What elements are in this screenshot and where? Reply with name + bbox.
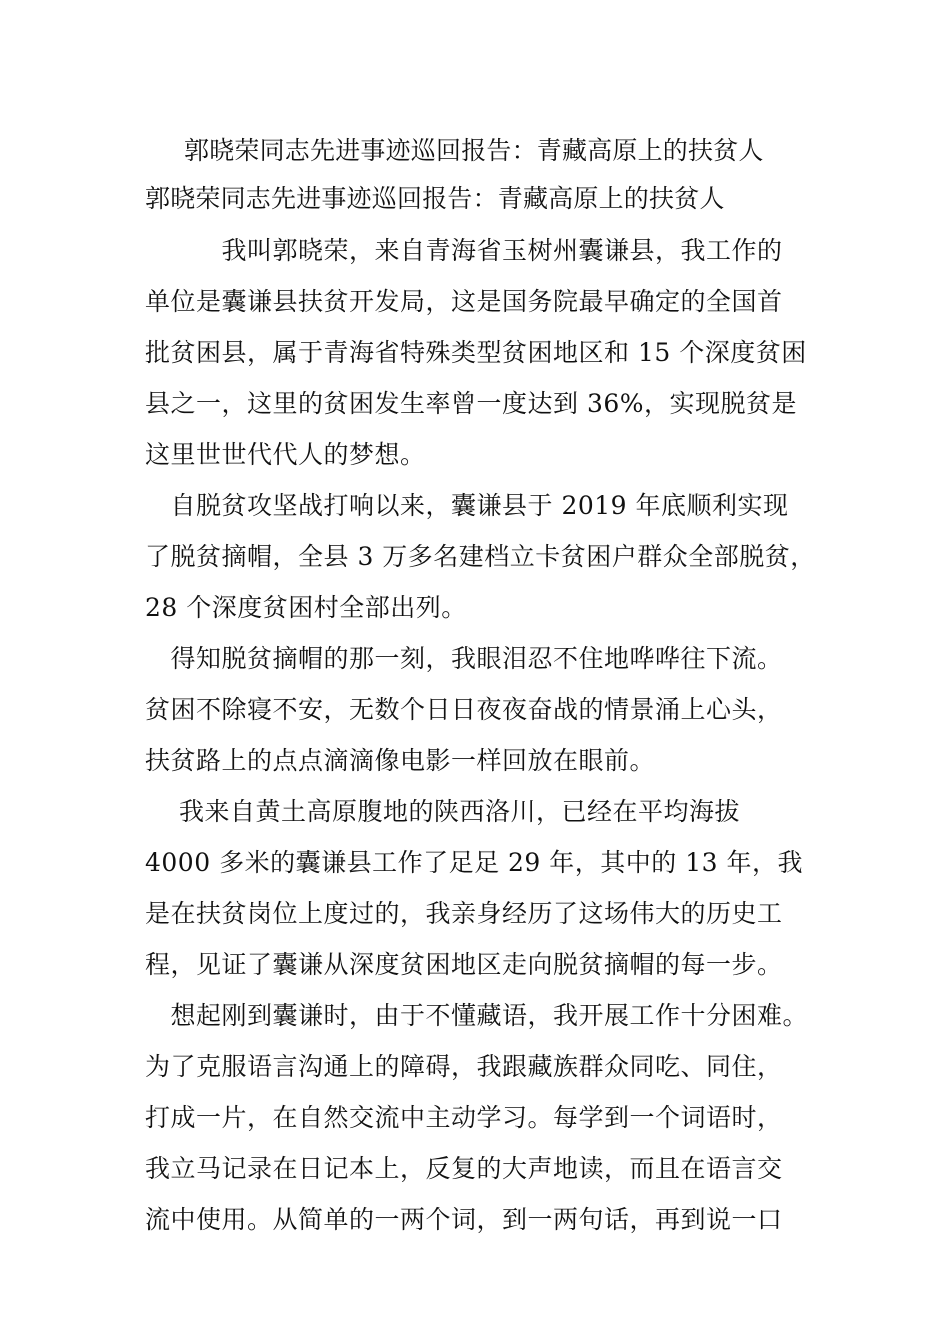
body-line: 程，见证了囊谦从深度贫困地区走向脱贫摘帽的每一步。 [145,950,783,979]
body-line: 我立马记录在日记本上，反复的大声地读，而且在语言交 [145,1154,783,1183]
document-title-second: 郭晓荣同志先进事迹巡回报告：青藏高原上的扶贫人 [145,184,725,213]
body-line: 是在扶贫岗位上度过的，我亲身经历了这场伟大的历史工 [145,899,783,928]
document-title-first: 郭晓荣同志先进事迹巡回报告：青藏高原上的扶贫人 [184,136,764,165]
body-line: 贫困不除寝不安，无数个日日夜夜奋战的情景涌上心头， [145,695,783,724]
body-line: 单位是囊谦县扶贫开发局，这是国务院最早确定的全国首 [145,287,783,316]
body-line: 县之一，这里的贫困发生率曾一度达到 36%，实现脱贫是 [145,389,798,418]
body-line: 扶贫路上的点点滴滴像电影一样回放在眼前。 [145,746,656,775]
body-line: 批贫困县，属于青海省特殊类型贫困地区和 15 个深度贫困 [145,338,807,367]
body-line: 打成一片，在自然交流中主动学习。每学到一个词语时， [145,1103,783,1132]
body-line: 28 个深度贫困村全部出列。 [145,593,467,622]
body-line: 自脱贫攻坚战打响以来，囊谦县于 2019 年底顺利实现 [145,491,789,520]
body-line: 我叫郭晓荣，来自青海省玉树州囊谦县，我工作的 [145,236,783,265]
body-line: 了脱贫摘帽，全县 3 万多名建档立卡贫困户群众全部脱贫， [145,542,816,571]
body-line: 4000 多米的囊谦县工作了足足 29 年，其中的 13 年，我 [145,848,803,877]
body-line: 为了克服语言沟通上的障碍，我跟藏族群众同吃、同住， [145,1052,783,1081]
body-line: 流中使用。从简单的一两个词，到一两句话，再到说一口 [145,1205,783,1234]
body-line: 得知脱贫摘帽的那一刻，我眼泪忍不住地哗哗往下流。 [145,644,783,673]
body-line: 这里世世代代人的梦想。 [145,440,426,469]
body-line: 想起刚到囊谦时，由于不懂藏语，我开展工作十分困难。 [145,1001,809,1030]
body-line: 我来自黄土高原腹地的陕西洛川，已经在平均海拔 [145,797,740,826]
